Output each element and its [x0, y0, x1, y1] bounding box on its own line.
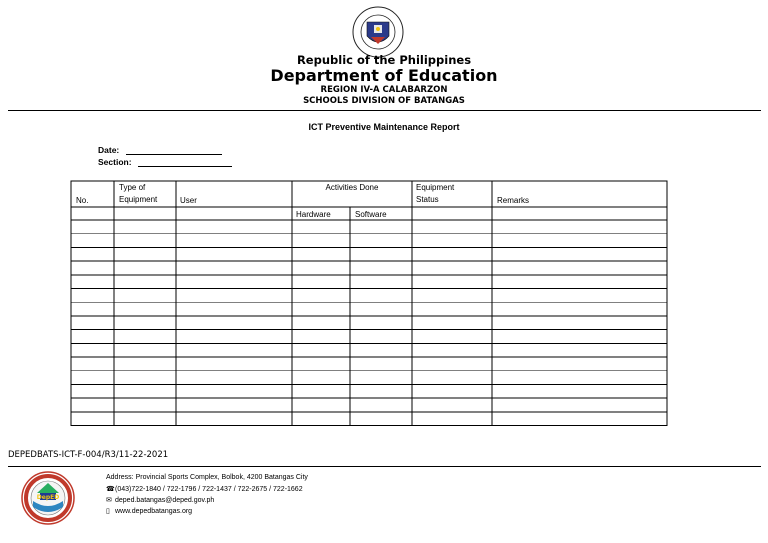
- division-logo-icon: [21, 471, 75, 525]
- web-icon: ▯: [106, 508, 110, 515]
- header-type-of: Type of: [119, 183, 146, 192]
- phone-text: (043)722-1840 / 722-1796 / 722-1437 / 722-2675 / 722-1662: [115, 486, 303, 493]
- web-line: [106, 507, 192, 515]
- header-remarks: Remarks: [497, 196, 530, 205]
- division-text: SCHOOLS DIVISION OF BATANGAS: [303, 96, 465, 106]
- header-equipment-status-2: Status: [416, 195, 439, 204]
- address-line: Address: Provincial Sports Complex, Bolbok, 4200 Batangas City: [106, 474, 308, 481]
- web-text[interactable]: www.depedbatangas.org: [115, 508, 193, 515]
- republic-text: Republic of the Philippines: [296, 53, 472, 67]
- form-code: DEPEDBATS-ICT-F-004/R3/11-22-2021: [8, 450, 169, 460]
- department-title: Department of Education: [270, 66, 498, 85]
- email-text[interactable]: deped.batangas@deped.gov.ph: [115, 497, 215, 504]
- report-title: ICT Preventive Maintenance Report: [308, 122, 460, 132]
- section-label: Section:: [98, 157, 132, 167]
- phone-line: [106, 485, 303, 493]
- header-hardware: Hardware: [296, 210, 331, 219]
- email-icon: ✉: [106, 497, 112, 504]
- region-text: REGION IV-A CALABARZON: [320, 85, 448, 95]
- date-label: Date:: [98, 145, 120, 155]
- header-user: User: [180, 196, 197, 205]
- footer-divider: [8, 466, 761, 467]
- email-line: [106, 496, 214, 504]
- header-software: Software: [355, 210, 387, 219]
- phone-icon: ☎: [106, 486, 115, 493]
- logo-text: DepED: [36, 494, 60, 501]
- header-activities-done: Activities Done: [325, 183, 379, 192]
- header-no: No.: [76, 196, 89, 205]
- header-equipment: Equipment: [119, 195, 158, 204]
- header-equipment-status-1: Equipment: [416, 183, 455, 192]
